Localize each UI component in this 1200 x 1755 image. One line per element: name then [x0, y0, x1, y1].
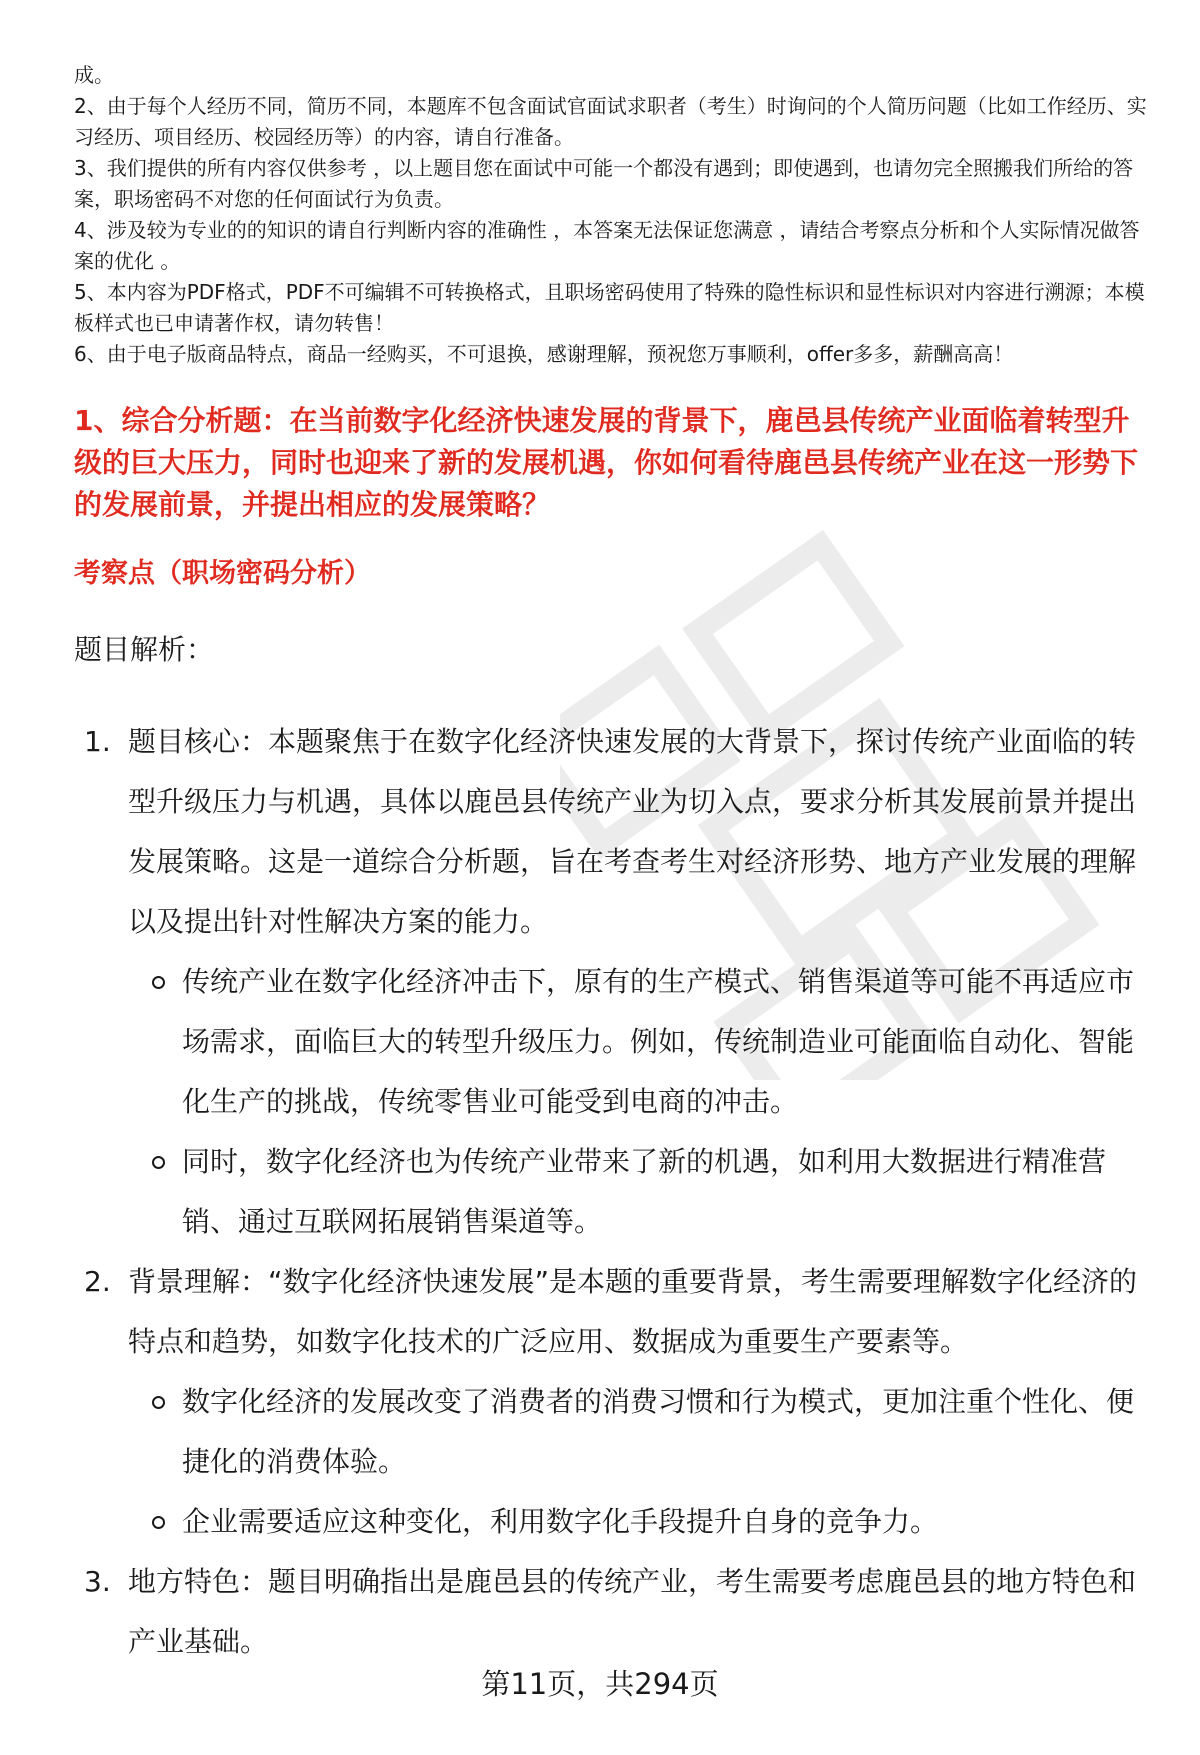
sub-list [74, 952, 1154, 1252]
sub-list [74, 1372, 1154, 1552]
list-item-text: 题目核心：本题聚焦于在数字化经济快速发展的大背景下，探讨传统产业面临的转型升级压力与机遇，具体以鹿邑县传统产业为切入点，要求分析其发展前景并提出发展策略。这是一道综合分析题，旨在考查考生对经济形势、地方产业发展的理解以及提出针对性解决方案的能力。 [128, 725, 1137, 938]
notice-line-3: 4、涉及较为专业的的知识的请自行判断内容的准确性 ，本答案无法保证您满意 ，请结合考察点分析和个人实际情况做答案的优化 。 [74, 218, 1140, 273]
sub-list-item-text: 同时，数字化经济也为传统产业带来了新的机遇，如利用大数据进行精准营销、通过互联网拓展销售渠道等。 [182, 1145, 1107, 1238]
circle-bullet-icon [152, 976, 165, 989]
page-number-footer: 第11页，共294页 [481, 1667, 719, 1701]
sub-list-item-text: 企业需要适应这种变化，利用数字化手段提升自身的竞争力。 [182, 1505, 939, 1538]
circle-bullet-icon [152, 1396, 165, 1409]
question-heading: 1、综合分析题：在当前数字化经济快速发展的背景下，鹿邑县传统产业面临着转型升级的巨大压力，同时也迎来了新的发展机遇，你如何看待鹿邑县传统产业在这一形势下的发展前景，并提出相应的发展策略？ [74, 404, 1139, 521]
list-item-text: 背景理解：“数字化经济快速发展”是本题的重要背景，考生需要理解数字化经济的特点和趋势，如数字化技术的广泛应用、数据成为重要生产要素等。 [128, 1265, 1138, 1358]
analysis-label: 题目解析： [74, 633, 215, 666]
sub-list-item-text: 数字化经济的发展改变了消费者的消费习惯和行为模式，更加注重个性化、便捷化的消费体验。 [182, 1385, 1135, 1478]
notice-line-4: 5、本内容为PDF格式，PDF不可编辑不可转换格式，且职场密码使用了特殊的隐性标识和显性标识对内容进行溯源；本模板样式也已申请著作权，请勿转售！ [74, 280, 1145, 335]
sub-list-item [128, 952, 1154, 1132]
kaocha-heading: 考察点（职场密码分析） [74, 558, 371, 589]
list-item-number: 3. [84, 1565, 111, 1598]
circle-bullet-icon [152, 1156, 165, 1169]
list-item [74, 1252, 1154, 1372]
list-item-text: 地方特色：题目明确指出是鹿邑县的传统产业，考生需要考虑鹿邑县的地方特色和产业基础。 [128, 1565, 1137, 1658]
notice-line-0: 成。 [74, 63, 114, 87]
circle-bullet-icon [152, 1516, 165, 1529]
list-item [74, 712, 1154, 952]
notice-line-1: 2、由于每个人经历不同，简历不同，本题库不包含面试官面试求职者（考生）时询问的个人简历问题（比如工作经历、实习经历、项目经历、校园经历等）的内容，请自行准备。 [74, 94, 1147, 149]
list-item-number: 1. [84, 725, 111, 758]
notice-line-2: 3、我们提供的所有内容仅供参考 ，以上题目您在面试中可能一个都没有遇到；即使遇到，也请勿完全照搬我们所给的答案，职场密码不对您的任何面试行为负责。 [74, 156, 1134, 211]
list-item [74, 1552, 1154, 1672]
analysis-list [74, 712, 1154, 1672]
notice-line-5: 6、由于电子版商品特点，商品一经购买，不可退换，感谢理解，预祝您万事顺利，offer多多，薪酬高高！ [74, 342, 1014, 366]
list-item-number: 2. [84, 1265, 111, 1298]
sub-list-item [128, 1492, 1154, 1552]
sub-list-item [128, 1372, 1154, 1492]
sub-list-item-text: 传统产业在数字化经济冲击下，原有的生产模式、销售渠道等可能不再适应市场需求，面临巨大的转型升级压力。例如，传统制造业可能面临自动化、智能化生产的挑战，传统零售业可能受到电商的冲击。 [182, 965, 1135, 1118]
sub-list-item [128, 1132, 1154, 1252]
notice-section [74, 60, 1154, 370]
